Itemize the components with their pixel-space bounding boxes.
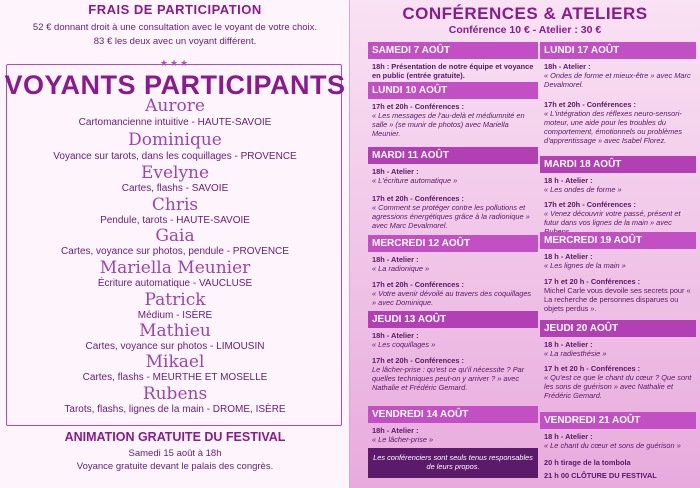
entry-text: « L'intégration des réflexes neuro-sensori-moteur, une aide pour les troubles du comportement, émotionnels ou problèmes d'apprentissage » avec Isabel Florez. bbox=[544, 109, 683, 145]
entry-heading: 17h et 20h - Conférences : bbox=[372, 356, 465, 365]
entry-heading: 18 h - Atelier : bbox=[544, 432, 593, 441]
schedule-entry bbox=[372, 102, 536, 138]
entry-heading: 17h et 20h - Conférences : bbox=[544, 200, 637, 209]
schedule-entry bbox=[372, 426, 536, 444]
entry-text: « La radiesthésie » bbox=[544, 349, 607, 358]
day-header: VENDREDI 21 AOÛT bbox=[540, 412, 696, 429]
entry-heading: 17h et 20h - Conférences : bbox=[372, 102, 465, 111]
schedule-entry bbox=[544, 252, 694, 270]
entry-text: « Les lignes de la main » bbox=[544, 261, 626, 270]
voyant-desc: Cartes, flashs - SAVOIE bbox=[121, 183, 229, 194]
fees-line-1: 52 € donnant droit à une consultation avec le voyant de votre choix. bbox=[32, 22, 318, 33]
entry-heading: 18h - Atelier : bbox=[372, 167, 419, 176]
entry-heading: 18h - Atelier : bbox=[372, 426, 419, 435]
voyant-name: Patrick bbox=[144, 290, 206, 310]
voyant-name: Chris bbox=[151, 195, 199, 215]
voyant-desc: Voyance sur tarots, dans les coquillages - PROVENCE bbox=[53, 151, 297, 162]
animation-line-2: Voyance gratuite devant le palais des congrès. bbox=[76, 461, 274, 472]
entry-text: « Le lâcher-prise » bbox=[372, 435, 434, 444]
tombola-line: 20 h tirage de la tombola bbox=[544, 458, 631, 467]
voyant-desc: Cartes, voyance sur photos, pendule - PROVENCE bbox=[61, 246, 289, 257]
schedule-entry bbox=[372, 62, 536, 80]
voyant-name: Evelyne bbox=[140, 163, 210, 183]
voyant-name: Dominique bbox=[128, 130, 222, 150]
stars-divider: ★★★ bbox=[159, 58, 191, 68]
schedule-entry bbox=[372, 255, 536, 273]
voyant-desc: Cartes, voyance sur photos - LIMOUSIN bbox=[85, 341, 265, 352]
entry-text: « Comment se protéger contre les pollutions et agressions énergétiques grâce à la radionique » avec Marc Devalmorel. bbox=[372, 203, 530, 230]
entry-heading: 18h - Atelier : bbox=[544, 62, 591, 71]
schedule-entry bbox=[544, 200, 694, 236]
conferences-prices: Conférence 10 € - Atelier : 30 € bbox=[448, 24, 602, 36]
entry-text: Michel Carle vous devoile ses secrets pour « La recherche de personnes disparues ou objets perdus ». bbox=[544, 286, 691, 313]
animation-title: ANIMATION GRATUITE DU FESTIVAL bbox=[64, 430, 286, 444]
voyant-desc: Écriture automatique - VAUCLUSE bbox=[97, 278, 253, 289]
entry-text: « Venez découvrir votre passé, présent et futur dans vos lignes de la main » avec bbox=[544, 209, 681, 227]
entry-heading: 18h : Présentation de notre équipe et voyance en public (entrée gratuite). bbox=[372, 62, 534, 80]
day-header: LUNDI 17 AOÛT bbox=[540, 42, 696, 59]
voyant-desc: Pendule, tarots - HAUTE-SAVOIE bbox=[100, 215, 250, 226]
schedule-entry bbox=[544, 100, 694, 145]
day-header: MERCREDI 19 AOÛT bbox=[540, 232, 696, 249]
day-header: MARDI 11 AOÛT bbox=[368, 147, 538, 164]
voyant-desc: Cartes, flashs - MEURTHE ET MOSELLE bbox=[82, 372, 268, 383]
entry-heading: 18 h - Atelier : bbox=[544, 252, 593, 261]
day-header: JEUDI 13 AOÛT bbox=[368, 311, 538, 328]
voyant-name: Aurore bbox=[145, 96, 205, 116]
entry-text: « Votre avenir dévoilé au travers des coquillages » avec Dominique. bbox=[372, 289, 532, 307]
voyant-desc: Tarots, flashs, lignes de la main - DROME, ISÈRE bbox=[64, 404, 286, 415]
entry-text: Le lâcher-prise : qu'est ce qu'il nécessite ? Par quelles techniques peut-on y arriver ? » avec Nathalie et Frédéric Gemard. bbox=[372, 365, 525, 392]
schedule-entry bbox=[544, 176, 694, 194]
voyant-name: Mathieu bbox=[139, 321, 211, 341]
entry-text: « Le chant du cœur et sons de guérison » bbox=[544, 441, 681, 450]
entry-heading: 18h - Atelier : bbox=[372, 331, 419, 340]
day-header: MARDI 18 AOÛT bbox=[540, 156, 696, 173]
entry-text: « L'écriture automatique » bbox=[372, 176, 458, 185]
entry-text: « La radionique » bbox=[372, 264, 430, 273]
entry-heading: 17 h et 20 h - Conférences : bbox=[544, 277, 641, 286]
entry-heading: 17 h et 20 h - Conférences : bbox=[544, 364, 641, 373]
voyant-name: Rubens bbox=[142, 384, 208, 404]
day-header: LUNDI 10 AOÛT bbox=[368, 82, 538, 99]
fees-line-2: 83 € les deux avec un voyant différent. bbox=[93, 36, 257, 47]
schedule-entry bbox=[544, 62, 694, 89]
schedule-entry bbox=[544, 340, 694, 358]
schedule-entry bbox=[372, 167, 536, 185]
day-header: MERCREDI 12 AOÛT bbox=[368, 235, 538, 252]
animation-line-1: Samedi 15 août à 18h bbox=[128, 448, 222, 459]
schedule-entry bbox=[372, 331, 536, 349]
day-header: VENDREDI 14 AOÛT bbox=[368, 406, 538, 423]
voyant-desc: Médium - ISÈRE bbox=[137, 310, 213, 321]
day-header: JEUDI 20 AOÛT bbox=[540, 320, 696, 337]
conferences-title: CONFÉRENCES & ATELIERS bbox=[402, 4, 648, 23]
disclaimer-note: Les conférenciers sont seuls tenus responsables de leurs propos. bbox=[368, 448, 538, 478]
entry-text: « Qu'est ce que le chant du cœur ? Que sont les sons de guérison » avec Nathalie et Frédéric Gemard. bbox=[544, 373, 692, 400]
schedule-entry bbox=[372, 356, 536, 392]
entry-text: « Ondes de forme et mieux-être » avec Marc Devalmorel. bbox=[544, 71, 691, 89]
entry-heading: 17h et 20h - Conférences : bbox=[372, 280, 465, 289]
schedule-entry bbox=[544, 364, 694, 400]
schedule-entry bbox=[372, 280, 536, 307]
voyant-name: Mariella Meunier bbox=[99, 258, 251, 278]
day-header: SAMEDI 7 AOÛT bbox=[368, 42, 538, 59]
schedule-entry bbox=[544, 277, 694, 313]
closing-line: 21 h 00 CLÔTURE DU FESTIVAL bbox=[544, 471, 657, 480]
entry-heading: 17h et 20h - Conférences : bbox=[372, 194, 465, 203]
voyant-desc: Cartomancienne intuitive - HAUTE-SAVOIE bbox=[78, 117, 272, 128]
voyant-name: Mikael bbox=[145, 352, 205, 372]
entry-text: « Les coquillages » bbox=[372, 340, 436, 349]
entry-text: « Les ondes de forme » bbox=[544, 185, 622, 194]
schedule-entry bbox=[372, 194, 536, 230]
fees-title: FRAIS DE PARTICIPATION bbox=[88, 2, 262, 17]
entry-heading: 18h - Atelier : bbox=[372, 255, 419, 264]
voyants-title: VOYANTS PARTICIPANTS bbox=[4, 70, 346, 100]
voyant-name: Gaia bbox=[155, 226, 195, 246]
entry-heading: 18 h - Atelier : bbox=[544, 176, 593, 185]
entry-text: « Les messages de l'au-delà et médiumnité en salle » (se munir de photos) avec Mariella Meunier. bbox=[372, 111, 525, 138]
entry-heading: 18 h - Atelier : bbox=[544, 340, 593, 349]
schedule-entry bbox=[544, 432, 694, 450]
entry-heading: 17h et 20h - Conférences : bbox=[544, 100, 637, 109]
